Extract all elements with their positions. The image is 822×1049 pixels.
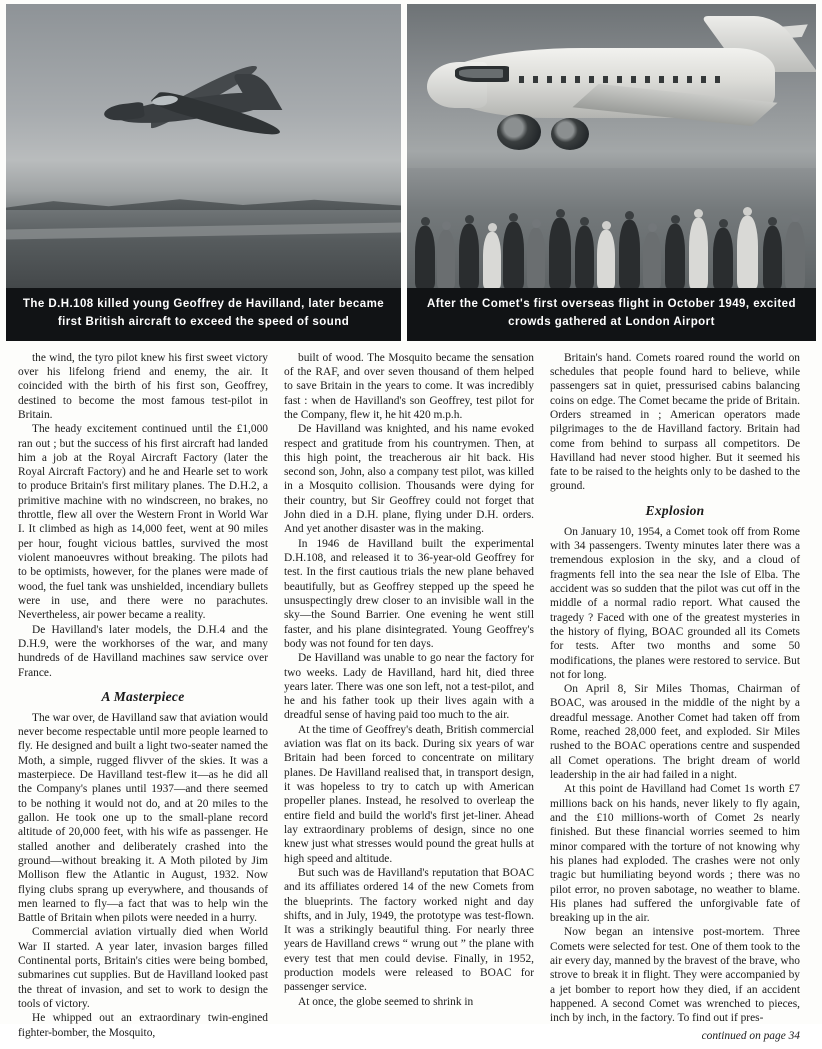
person: [503, 222, 524, 288]
paragraph: Now began an intensive post-mortem. Three Comets were selected for test. One of them took to the air every day, manned by the bravest of the brave, who strove to break it in flight. They were accompanied by a jet bomber to report how they died, if an accident happened. A second Comet was wrenched to pieces, inch by inch, in the factory. To find out if pres-: [550, 926, 800, 1025]
subheading-a-masterpiece: A Masterpiece: [101, 688, 185, 704]
paragraph: built of wood. The Mosquito became the sensation of the RAF, and over seven thousand of them helped to save Britain in the years to come. It was incredibly fast : when de Havilland's son Geoffrey, test pilot for the Company, flew it, he hit 420 m.p.h.: [284, 351, 534, 421]
crowd: [407, 176, 816, 288]
paragraph: On January 10, 1954, a Comet took off from Rome with 34 passengers. Twenty minutes later there was a tremendous explosion in the sky, and a cloud of fragments fell into the sea near the Isle of Elba. The accident was so sudden that the pilot was cut off in the middle of a normal radio report. What caused the tragedy ? Faced with one of the greatest mysteries in the history of flying, BOAC grounded all its Comets for tests. After two months and some 50 modifications, the planes were restored to service. But not for long.: [550, 525, 800, 681]
paragraph: At this point de Havilland had Comet 1s worth £7 millions back on his hands, never likely to fly again, and the £10 millions-worth of Comet 2s nearly finished. But these financial worries seemed to him minor compared with the torture of not knowing why his planes had exploded. The crashes were not only tragic but humiliating beyond words ; there was no pilot error, no proven sabotage, no weather to blame. His planes had suffered the unforgivable fate of breaking up in the air.: [550, 783, 800, 925]
person: [763, 226, 782, 288]
engine-intake-2: [551, 118, 589, 150]
person: [483, 232, 501, 288]
person: [437, 230, 455, 288]
person: [643, 232, 661, 288]
paragraph: De Havilland was knighted, and his name evoked respect and gratitude from his countrymen. Then, at this high point, the treacherous air hit back. His second son, John, also a company test pilot, was killed in a Mosquito collision. Thousands were dying for their country, but Sir Geoffrey could not forget that John died in a D.H. plane, flying under D.H. orders. And yet another disaster was in the making.: [284, 423, 534, 536]
person: [549, 218, 571, 288]
paragraph: In 1946 de Havilland built the experimental D.H.108, and released it to 36-year-old Geoffrey for test. In the first cautious trials the new plane behaved beautifully, but as Geoffrey stepped up the speed he unsuspectingly drew closer to an invisible wall in the sky—the Sound Barrier. One evening he went still faster, and his plane disintegrated. Young Geoffrey's body was not found for ten days.: [284, 537, 534, 650]
cabin-windows: [519, 76, 729, 83]
person: [665, 224, 685, 288]
dh108-aircraft: [66, 56, 316, 166]
person: [689, 218, 708, 288]
continued-note: continued on page 34: [701, 1029, 800, 1042]
photo-band: [0, 0, 822, 288]
column-right: [550, 351, 800, 1043]
column-left: [18, 351, 268, 1043]
article-columns: [0, 341, 822, 1049]
person: [737, 216, 758, 288]
photo-dh108: [6, 4, 401, 288]
airfield-ground: [6, 210, 401, 288]
subheading-explosion: Explosion: [645, 502, 705, 518]
paragraph: At once, the globe seemed to shrink in: [298, 995, 474, 1008]
person: [575, 226, 594, 288]
comet-airliner: [435, 22, 805, 142]
person: [527, 228, 545, 288]
paragraph: On April 8, Sir Miles Thomas, Chairman of BOAC, was aroused in the middle of the night by a dreadful message. Another Comet had taken off from Rome, reached 28,000 feet, and exploded. Sir Miles rushed to the BOAC operations centre and suspended all Comet operations. The bright dream of world leadership in the air had failed in a night.: [550, 683, 800, 781]
paragraph: Commercial aviation virtually died when World War II started. A year later, invasion barges filled Continental ports, Britain's cities were being bombed, submarines cut supplies. But de Havilland looked past the threat of invasion, and set to work to design the tools of victory.: [18, 926, 268, 1010]
person: [459, 224, 479, 288]
paragraph: At the time of Geoffrey's death, British commercial aviation was flat on its back. During six years of war Britain had been forced to concentrate on military planes. De Havilland realised that, in transport design, it was hopeless to try to catch up with American propeller planes. Instead, he resolved to overleap the entire field and build the world's first jet-liner. Ahead lay extraordinary problems of design, since no one knew just what stresses would pound the great hulls at high speed and altitude.: [284, 723, 534, 865]
caption-band: [0, 288, 822, 341]
engine-intake-1: [497, 114, 541, 150]
person: [619, 220, 640, 288]
paragraph: Britain's hand. Comets roared round the world on schedules that people found hard to believe, while passengers sat in quiet, pressurised cabins balancing coins on edge. The Comet became the pride of Britain. Orders streamed in ; American operators made pilgrimages to the de Havilland factory. Britain had come from behind to surpass all competitors. De Havilland had never stood higher. But it seemed his fate to be raised to the heights only to be dashed to the ground.: [550, 351, 800, 493]
caption-right: After the Comet's first overseas flight in October 1949, excited crowds gathered at London Airport: [407, 288, 816, 341]
person: [415, 226, 435, 288]
paragraph: The heady excitement continued until the £1,000 ran out ; but the success of his first aircraft had landed him a job at the Royal Aircraft Factory (later the Royal Aircraft Factory) and he and Hearle set to work to produce Britain's first military planes. The D.H.2, a primitive machine with no windscreen, no brakes, no throttle, flew all over the Western Front in World War I. It climbed as high as 14,000 feet, went at 90 miles per hour, fought vicious battles, survived the most violent manoeuvres without breaking. The pilots had to be optimists, however, for the planes were made of wood, the fuel tank was unshielded, incendiary bullets were in use, and there were no parachutes. Nevertheless, air power became a reality.: [18, 423, 268, 622]
paragraph: But such was de Havilland's reputation that BOAC and its affiliates ordered 14 of the new Comets from the blueprints. The factory worked night and day shifts, and in July, 1949, the prototype was test-flown. It was a strikingly beautiful thing. For nearly three years de Havilland crews “ wrung out ” the plane with every test that men could devise. Finally, in 1952, production models were released to BOAC for passenger service.: [284, 866, 534, 994]
paragraph: He whipped out an extraordinary twin-engined fighter-bomber, the Mosquito,: [18, 1012, 268, 1039]
paragraph: the wind, the tyro pilot knew his first sweet victory over his lifelong friend and enemy, the air. It coincided with the birth of his first son, Geoffrey, destined to become the most famous test-pilot in Britain.: [18, 351, 268, 421]
person: [597, 230, 615, 288]
paragraph: The war over, de Havilland saw that aviation would never become respectable until more people learned to fly. He designed and built a light two-seater named the Moth, a simple, rugged flivver of the skies. It was a masterpiece. De Havilland test-flew it—as he did all the Company's planes until 1937—and there seemed to be nothing it would not do, and at 20 miles to the gallon. He took one up to the small-plane record altitude of 20,000 feet, with his wife as passenger. He stalled another and deliberately crashed into the ground—without breaking it. A Moth piloted by Jim Mollison flew the Atlantic in August, 1932. Now flying clubs sprang up everywhere, and thousands of men learned to fly—a fact that was to help win the Battle of Britain when pilots were needed in a hurry.: [18, 711, 268, 925]
paragraph: De Havilland was unable to go near the factory for two weeks. Lady de Havilland, hard hit, died three years later. There was one son left, not a test-pilot, and he and his father took up their lives again with a dreadful sense of having paid too much to the air.: [284, 652, 534, 722]
cockpit-glass: [459, 69, 503, 78]
photo-comet-crowd: [407, 4, 816, 288]
caption-left: The D.H.108 killed young Geoffrey de Havilland, later became first British aircraft to exceed the speed of sound: [6, 288, 401, 341]
paragraph: De Havilland's later models, the D.H.4 and the D.H.9, were the workhorses of the war, and many hundreds of de Havilland machines saw service over France.: [18, 623, 268, 679]
person: [785, 222, 805, 288]
person: [713, 228, 733, 288]
column-middle: [284, 351, 534, 1043]
